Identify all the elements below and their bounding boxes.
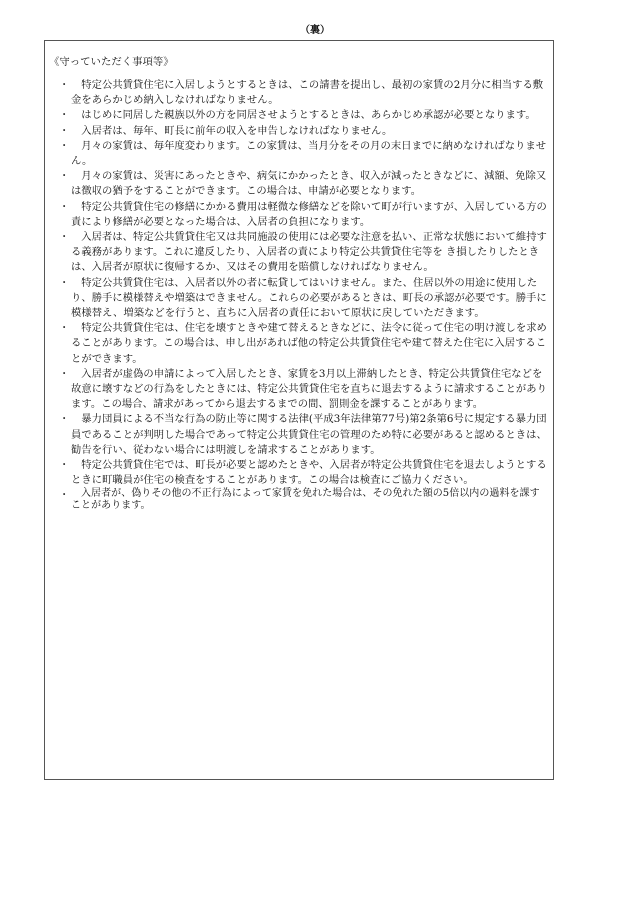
bullet-icon: ・	[59, 109, 70, 122]
rule-item-income-report	[45, 124, 551, 139]
rule-text: 特定公共賃貸住宅は、住宅を壊すときや建て替えるときなどに、法令に従って住宅の明け渡しを求めることがあります。この場合は、申し出があれば他の特定公共賃貸住宅や建て替えた住宅に入居することができます。	[71, 322, 547, 365]
rule-text: 特定公共賃貸住宅に入居しようとするときは、この請書を提出し、最初の家賃の2月分に相当する敷金をあらかじめ納入しなければなりません。	[71, 79, 544, 107]
rule-text: 入居者は、毎年、町長に前年の収入を申告しなければなりません。	[81, 124, 393, 137]
bullet-icon: ・	[59, 489, 70, 502]
bullet-icon: ・	[59, 200, 70, 213]
bullet-icon: ・	[59, 322, 70, 335]
rule-text: 月々の家賃は、毎年度変わります。この家賃は、当月分をその月の末日までに納めなければなりません。	[71, 139, 547, 168]
bullet-icon: ・	[59, 231, 70, 244]
bullet-icon: ・	[59, 124, 70, 137]
rule-item-organized-crime	[45, 412, 551, 458]
rule-text: 暴力団員による不当な行為の防止等に関する法律(平成3年法律第77号)第2条第6号に規定する暴力団員であることが判明した場合であって特定公共賃貸住宅の管理のため特に必要があると認めるときは、勧告を行い、従わない場合には明渡しを請求することがあります。	[71, 413, 547, 456]
bullet-icon: ・	[59, 367, 70, 380]
rule-item-deposit	[45, 78, 551, 108]
rule-item-subletting	[45, 276, 551, 322]
rule-item-repairs	[45, 200, 551, 230]
rules-list	[45, 78, 551, 511]
rule-item-inspection	[45, 458, 551, 488]
bullet-icon: ・	[59, 276, 70, 289]
rule-text: 月々の家賃は、災害にあったときや、病気にかかったとき、収入が減ったときなどに、減額、免除又は徴収の猶予をすることができます。この場合は、申請が必要となります。	[71, 170, 547, 198]
page-side-label: （裏）	[300, 25, 330, 36]
rule-item-vacate-rebuild	[45, 321, 551, 367]
bullet-icon: ・	[59, 79, 70, 91]
bullet-icon: ・	[59, 139, 70, 152]
rule-text: 特定公共賃貸住宅の修繕にかかる費用は軽微な修繕などを除いて町が行いますが、入居している方の責により修繕が必要となった場合は、入居者の負担になります。	[71, 200, 547, 228]
rule-item-maintenance-duty	[45, 230, 551, 276]
section-title: 《守っていただく事項等》	[49, 56, 174, 68]
rule-text: 特定公共賃貸住宅は、入居者以外の者に転貸してはいけません。また、住居以外の用途に使用したり、勝手に模様替えや増築はできません。これらの必要があるときは、町長の承認が必要です。勝手に模様替え、増築などを行うと、直ちに入居者の責任において原状に戻していただきます。	[71, 276, 547, 320]
bullet-icon: ・	[59, 170, 70, 183]
bullet-icon: ・	[59, 413, 70, 426]
rule-text: 入居者は、特定公共賃貸住宅又は共同施設の使用には必要な注意を払い、正常な状態において維持する義務があります。これに違反したり、入居者の責により特定公共賃貸住宅等を き損したりしたときは、入居者が原状に復帰するか、又はその費用を賠償しなければなりません。	[71, 231, 547, 274]
rule-text: 入居者が虚偽の申請によって入居したとき、家賃を3月以上滞納したとき、特定公共賃貸住宅などを故意に壊すなどの行為をしたときには、特定公共賃貸住宅を直ちに退去するように請求することがあります。この場合、請求があってから退去するまでの間、罰則金を課することがあります。	[71, 367, 547, 411]
rule-text: はじめに同居した親族以外の方を同居させようとするときは、あらかじめ承認が必要となります。	[81, 109, 536, 122]
rule-item-eviction	[45, 367, 551, 413]
rules-frame	[44, 40, 554, 780]
rule-item-rent-reduction	[45, 169, 551, 199]
rule-item-cohabitation	[45, 108, 551, 123]
rule-item-penalty	[45, 488, 551, 511]
bullet-icon: ・	[59, 459, 70, 472]
rule-item-monthly-rent	[45, 139, 551, 169]
rule-text: 入居者が、偽りその他の不正行為によって家賃を免れた場合は、その免れた額の5倍以内の過料を課すことがあります。	[71, 488, 540, 511]
rule-text: 特定公共賃貸住宅では、町長が必要と認めたときや、入居者が特定公共賃貸住宅を退去しようとするときに町職員が住宅の検査をすることがあります。この場合は検査にご協力ください。	[71, 459, 547, 487]
